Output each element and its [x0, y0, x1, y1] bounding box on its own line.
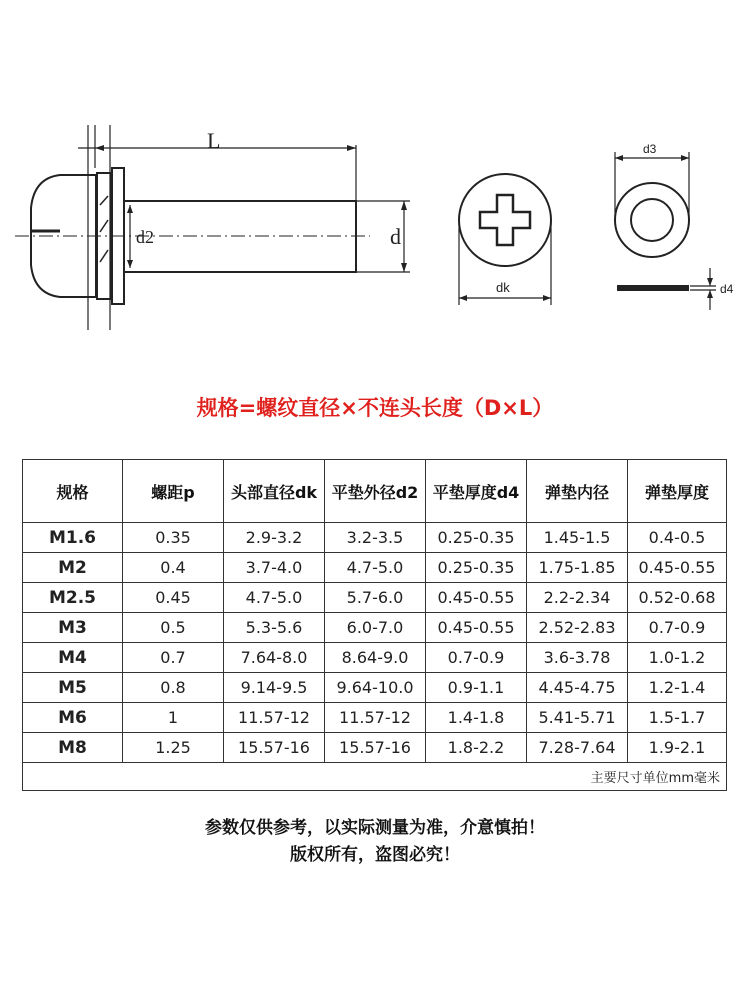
table-note-row	[23, 763, 727, 791]
table-cell: M4	[23, 643, 123, 673]
table-cell: M6	[23, 703, 123, 733]
table-cell: 6.0-7.0	[325, 613, 426, 643]
table-cell: M8	[23, 733, 123, 763]
table-cell: M2.5	[23, 583, 123, 613]
table-row	[23, 643, 727, 673]
table-row	[23, 673, 727, 703]
table-cell: 15.57-16	[325, 733, 426, 763]
label-d3: d3	[643, 142, 657, 156]
table-cell: 2.2-2.34	[527, 583, 628, 613]
table-cell: 3.6-3.78	[527, 643, 628, 673]
spec-caption: 规格=螺纹直径×不连头长度（D×L）	[196, 396, 554, 420]
table-cell: 0.7-0.9	[426, 643, 527, 673]
header-flat-washer-od: 平垫外径d2	[325, 460, 426, 523]
table-cell: 0.7	[123, 643, 224, 673]
table-cell: 1.8-2.2	[426, 733, 527, 763]
table-cell: 0.45-0.55	[628, 553, 727, 583]
table-cell: 5.41-5.71	[527, 703, 628, 733]
table-cell: 5.7-6.0	[325, 583, 426, 613]
header-spring-washer-thickness: 弹垫厚度	[628, 460, 727, 523]
table-cell: 0.7-0.9	[628, 613, 727, 643]
table-cell: 0.35	[123, 523, 224, 553]
table-cell: 1.0-1.2	[628, 643, 727, 673]
table-cell: 1.25	[123, 733, 224, 763]
table-cell: 5.3-5.6	[224, 613, 325, 643]
header-head-diameter: 头部直径dk	[224, 460, 325, 523]
label-d2: d2	[136, 227, 154, 247]
disclaimer-line-2: 版权所有，盗图必究！	[290, 845, 460, 865]
table-cell: 0.25-0.35	[426, 553, 527, 583]
table-cell: 11.57-12	[325, 703, 426, 733]
disclaimer-line-1: 参数仅供参考，以实际测量为准，介意慎拍！	[205, 818, 545, 838]
table-cell: 1.45-1.5	[527, 523, 628, 553]
label-length: L	[207, 128, 221, 153]
disclaimer	[0, 815, 750, 869]
table-cell: 15.57-16	[224, 733, 325, 763]
table-row	[23, 553, 727, 583]
table-header-row	[23, 460, 727, 523]
table-row	[23, 523, 727, 553]
table-cell: 3.2-3.5	[325, 523, 426, 553]
table-cell: 0.25-0.35	[426, 523, 527, 553]
table-row	[23, 613, 727, 643]
screw-head-top-view	[459, 174, 551, 266]
header-flat-washer-thickness: 平垫厚度d4	[426, 460, 527, 523]
table-cell: 1.2-1.4	[628, 673, 727, 703]
label-d: d	[390, 224, 401, 249]
table-cell: 8.64-9.0	[325, 643, 426, 673]
table-cell: 1	[123, 703, 224, 733]
washer-top-view	[615, 183, 689, 257]
table-cell: 0.45-0.55	[426, 613, 527, 643]
header-spring-washer-id: 弹垫内径	[527, 460, 628, 523]
header-pitch: 螺距p	[123, 460, 224, 523]
table-cell: 2.9-3.2	[224, 523, 325, 553]
spec-table	[22, 459, 727, 791]
table-cell: M5	[23, 673, 123, 703]
washer-side-view	[618, 286, 688, 290]
table-cell: 4.7-5.0	[224, 583, 325, 613]
table-cell: 2.52-2.83	[527, 613, 628, 643]
table-cell: M2	[23, 553, 123, 583]
header-spec: 规格	[23, 460, 123, 523]
table-cell: 9.64-10.0	[325, 673, 426, 703]
screw-technical-drawing	[0, 0, 750, 380]
table-cell: 1.75-1.85	[527, 553, 628, 583]
table-cell: 0.5	[123, 613, 224, 643]
label-dk: dk	[496, 280, 510, 295]
table-cell: 0.52-0.68	[628, 583, 727, 613]
table-cell: 11.57-12	[224, 703, 325, 733]
table-cell: 0.4-0.5	[628, 523, 727, 553]
table-row	[23, 703, 727, 733]
table-cell: 0.9-1.1	[426, 673, 527, 703]
table-cell: 0.4	[123, 553, 224, 583]
table-row	[23, 733, 727, 763]
table-cell: 1.5-1.7	[628, 703, 727, 733]
table-cell: 1.9-2.1	[628, 733, 727, 763]
table-cell: 9.14-9.5	[224, 673, 325, 703]
table-cell: 4.45-4.75	[527, 673, 628, 703]
table-cell: 0.45-0.55	[426, 583, 527, 613]
table-cell: 3.7-4.0	[224, 553, 325, 583]
table-cell: 0.8	[123, 673, 224, 703]
label-d4: d4	[720, 282, 734, 296]
table-row	[23, 583, 727, 613]
unit-note: 主要尺寸单位mm毫米	[23, 763, 727, 791]
table-cell: M3	[23, 613, 123, 643]
table-cell: 0.45	[123, 583, 224, 613]
table-cell: 7.28-7.64	[527, 733, 628, 763]
table-cell: M1.6	[23, 523, 123, 553]
table-cell: 7.64-8.0	[224, 643, 325, 673]
table-cell: 4.7-5.0	[325, 553, 426, 583]
cross-recess	[480, 195, 530, 245]
table-cell: 1.4-1.8	[426, 703, 527, 733]
